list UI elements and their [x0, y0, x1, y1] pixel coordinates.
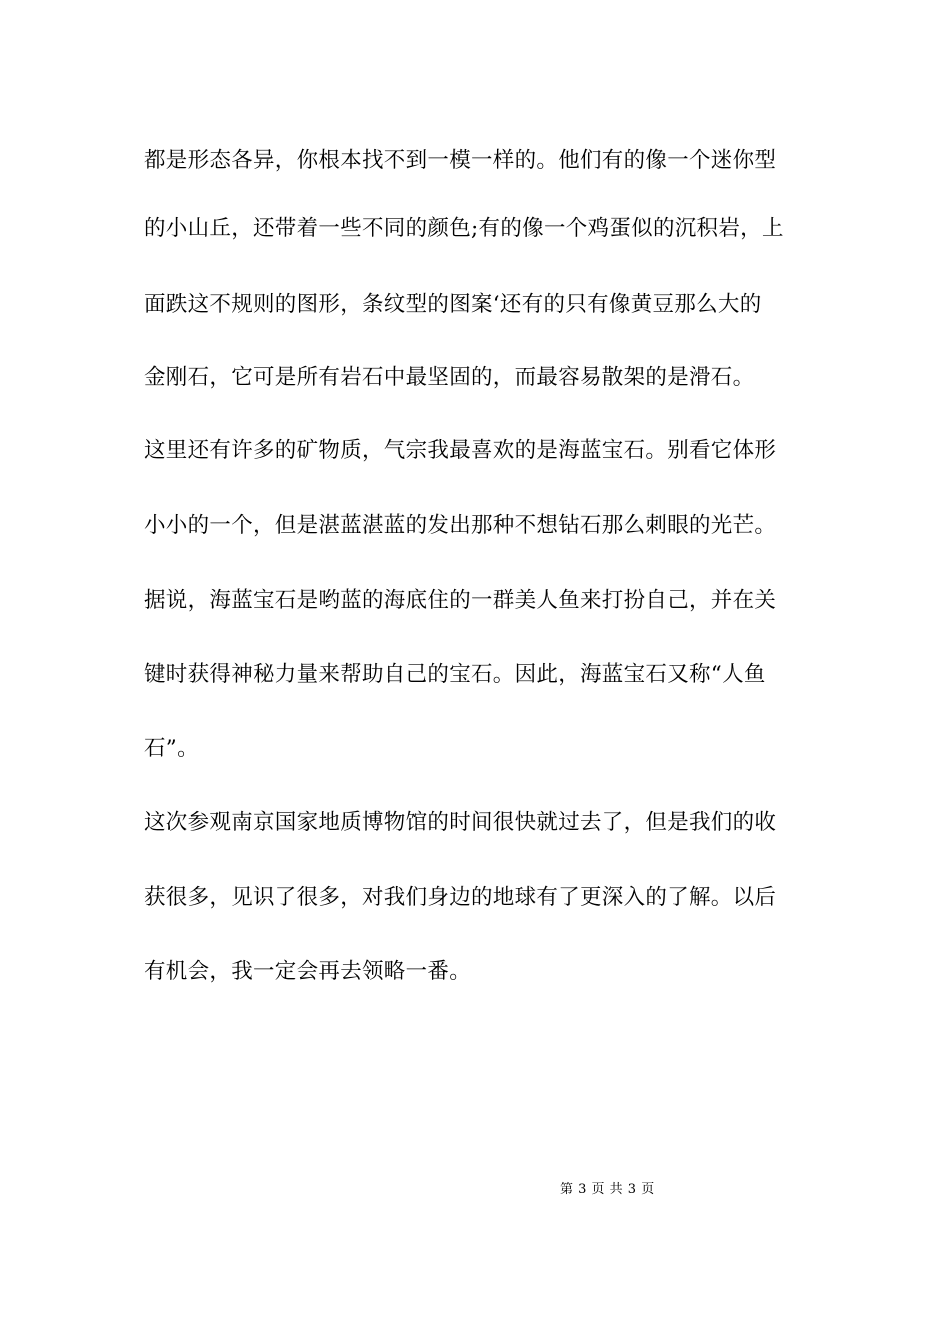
text-line: 的小山丘，还带着一些不同的颜色;有的像一个鸡蛋似的沉积岩，上: [144, 216, 784, 241]
text-line: 获很多，见识了很多，对我们身边的地球有了更深入的了解。以后: [144, 885, 777, 910]
text-line: 这次参观南京国家地质博物馆的时间很快就过去了，但是我们的收: [144, 810, 777, 835]
text-line: 金刚石，它可是所有岩石中最坚固的，而最容易散架的是滑石。: [144, 365, 755, 390]
text-line: 小小的一个，但是湛蓝湛蓝的发出那种不想钻石那么刺眼的光芒。: [144, 513, 777, 538]
text-line: 面跌这不规则的图形，条纹型的图案‘还有的只有像黄豆那么大的: [144, 292, 762, 317]
text-line: 键时获得神秘力量来帮助自己的宝石。因此，海蓝宝石又称“人鱼: [144, 662, 766, 687]
text-line: 有机会，我一定会再去领略一番。: [144, 959, 472, 984]
page-number-footer: 第 3 页 共 3 页: [560, 1182, 655, 1197]
text-line: 都是形态各异，你根本找不到一模一样的。他们有的像一个迷你型: [144, 148, 777, 173]
text-line: 石”。: [144, 736, 199, 761]
text-line: 据说，海蓝宝石是哟蓝的海底住的一群美人鱼来打扮自己，并在关: [144, 588, 777, 613]
text-line: 这里还有许多的矿物质，气宗我最喜欢的是海蓝宝石。别看它体形: [144, 438, 777, 463]
